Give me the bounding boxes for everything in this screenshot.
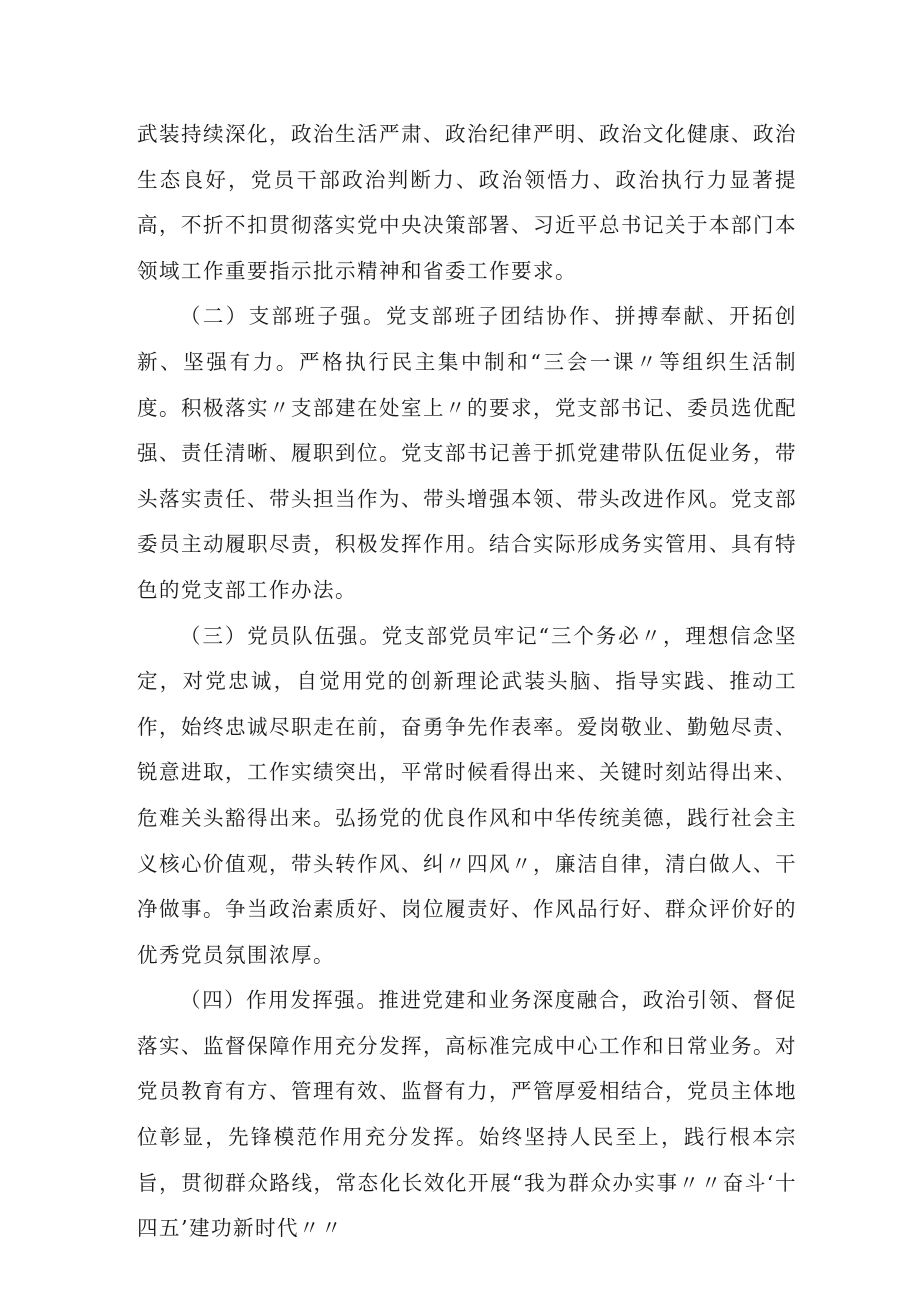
document-body bbox=[137, 112, 797, 1252]
paragraph-continuation: 武装持续深化，政治生活严肃、政治纪律严明、政治文化健康、政治生态良好，党员干部政治判断力、政治领悟力、政治执行力显著提高，不折不扣贯彻落实党中央决策部署、习近平总书记关于本部门本领域工作重要指示批示精神和省委工作要求。 bbox=[137, 122, 797, 283]
paragraph-party-members: （三）党员队伍强。党支部党员牢记“三个务必〃，理想信念坚定，对党忠诚，自觉用党的创新理论武装头脑、指导实践、推动工作，始终忠诚尽职走在前，奋勇争先作表率。爱岗敬业、勤勉尽责、锐意进取，工作实绩突出，平常时候看得出来、关键时刻站得出来、危难关头豁得出来。弘扬党的优良作风和中华传统美德，践行社会主义核心价值观，带头转作风、纠〃四风〃，廉洁自律，清白做人、干净做事。争当政治素质好、岗位履责好、作风品行好、群众评价好的优秀党员氛围浓厚。 bbox=[137, 623, 797, 967]
paragraph-branch-leadership: （二）支部班子强。党支部班子团结协作、拼搏奉献、开拓创新、坚强有力。严格执行民主集中制和“三会一课〃等组织生活制度。积极落实〃支部建在处室上〃的要求，党支部书记、委员选优配强、责任清晰、履职到位。党支部书记善于抓党建带队伍促业务，带头落实责任、带头担当作为、带头增强本领、带头改进作风。党支部委员主动履职尽责，积极发挥作用。结合实际形成务实管用、具有特色的党支部工作办法。 bbox=[137, 304, 797, 602]
paragraph-role-play: （四）作用发挥强。推进党建和业务深度融合，政治引领、督促落实、监督保障作用充分发挥，高标准完成中心工作和日常业务。对党员教育有方、管理有效、监督有力，严管厚爱相结合，党员主体地位彰显，先锋模范作用充分发挥。始终坚持人民至上，践行根本宗旨，贯彻群众路线，常态化长效化开展“我为群众办实事〃〃奋斗‘十四五’建功新时代〃〃 bbox=[137, 988, 797, 1241]
